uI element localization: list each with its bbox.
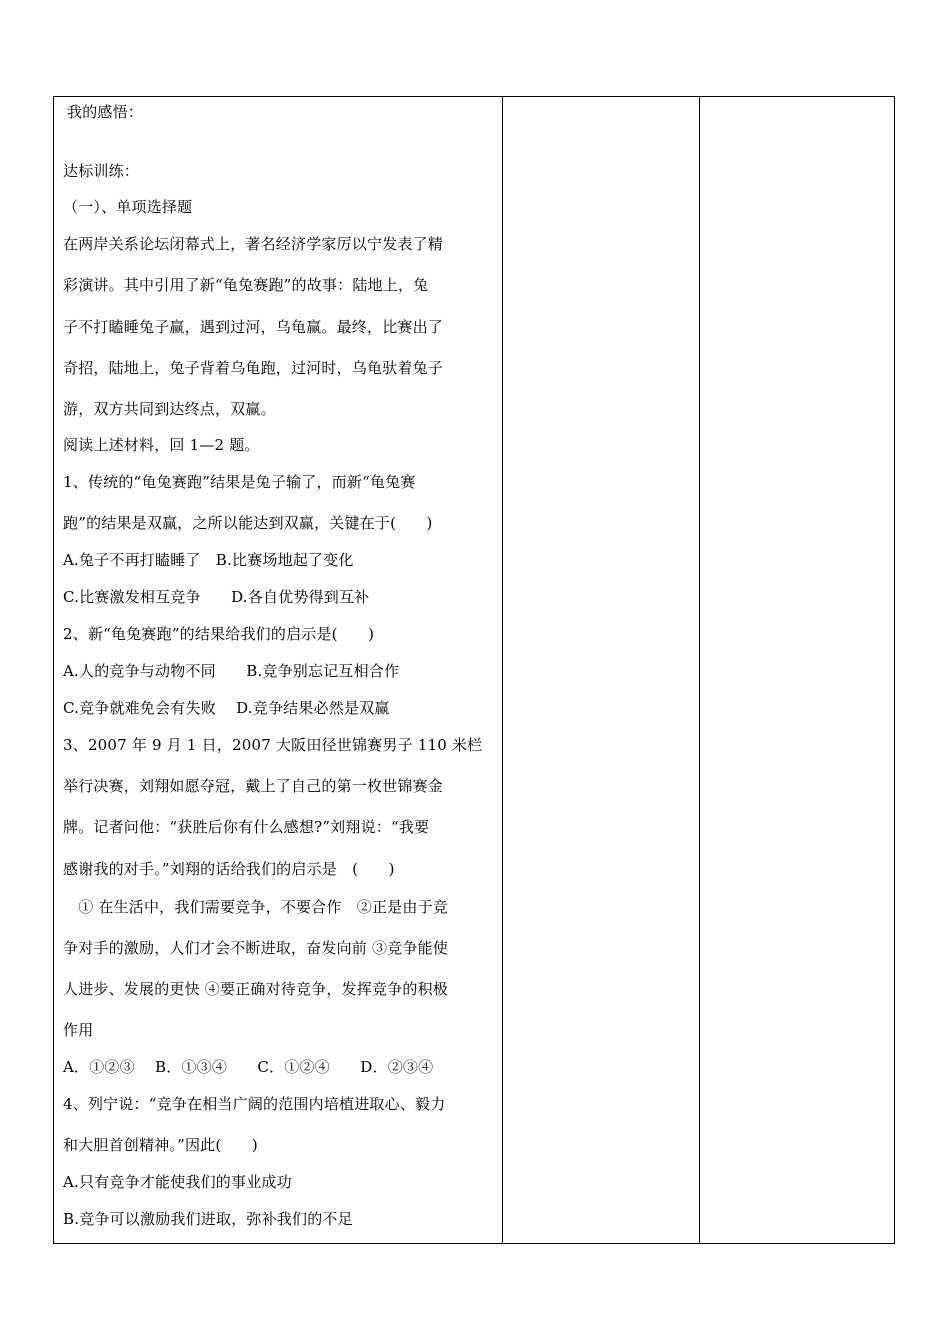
question-1-options: A.兔子不再打瞌睡了 B.比赛场地起了变化 <box>63 551 354 569</box>
question-3-statement: 作用 <box>63 1021 94 1039</box>
main-content-cell <box>54 97 502 1243</box>
question-3-statement: ① 在生活中，我们需要竞争，不要合作 ②正是由于竞 <box>63 898 448 916</box>
question-3-statement: 人进步、发展的更快 ④要正确对待竞争，发挥竞争的积极 <box>63 980 448 998</box>
question-1-options: C.比赛激发相互竞争 D.各自优势得到互补 <box>63 588 370 606</box>
question-3-options: A．①②③ B．①③④ C．①②④ D．②③④ <box>63 1058 434 1076</box>
question-2-stem: 2、新“龟兔赛跑”的结果给我们的启示是( ) <box>63 625 375 643</box>
question-3-stem: 感谢我的对手。”刘翔的话给我们的启示是 ( ) <box>63 860 395 878</box>
passage-line: 彩演讲。其中引用了新“龟兔赛跑”的故事：陆地上，兔 <box>63 276 429 294</box>
passage-line: 游，双方共同到达终点，双赢。 <box>63 400 276 418</box>
question-3-statement: 争对手的激励，人们才会不断进取，奋发向前 ③竞争能使 <box>63 939 448 957</box>
worksheet-table <box>53 96 895 1244</box>
reading-instruction: 阅读上述材料，回 1—2 题。 <box>63 436 260 454</box>
question-1-stem: 1、传统的“龟兔赛跑”结果是兔子输了，而新“龟兔赛 <box>63 473 416 491</box>
section-title: （一）、单项选择题 <box>63 198 193 216</box>
column-divider-1 <box>502 97 503 1243</box>
question-2-options: C.竞争就难免会有失败 D.竞争结果必然是双赢 <box>63 699 390 717</box>
passage-line: 奇招，陆地上，兔子背着乌龟跑，过河时，乌龟驮着兔子 <box>63 359 444 377</box>
question-3-stem: 举行决赛，刘翔如愿夺冠，戴上了自己的第一枚世锦赛金 <box>63 777 444 795</box>
passage-line: 子不打瞌睡兔子赢，遇到过河，乌龟赢。最终，比赛出了 <box>63 318 444 336</box>
reflection-label: 我的感悟： <box>67 103 144 121</box>
question-4-option-a: A.只有竞争才能使我们的事业成功 <box>63 1173 292 1191</box>
question-4-stem: 和大胆首创精神。”因此( ) <box>63 1136 258 1154</box>
passage-line: 在两岸关系论坛闭幕式上，著名经济学家厉以宁发表了精 <box>63 235 444 253</box>
question-3-stem: 3、2007 年 9 月 1 日，2007 大阪田径世锦赛男子 110 米栏 <box>63 736 483 754</box>
question-4-option-b: B.竞争可以激励我们进取，弥补我们的不足 <box>63 1210 353 1228</box>
column-divider-2 <box>699 97 700 1243</box>
question-4-stem: 4、列宁说：“竞争在相当广阔的范围内培植进取心、毅力 <box>63 1095 446 1113</box>
question-3-stem: 牌。记者问他：“获胜后你有什么感想?”刘翔说：“我要 <box>63 818 430 836</box>
question-2-options: A.人的竞争与动物不同 B.竞争别忘记互相合作 <box>63 662 400 680</box>
question-1-stem: 跑”的结果是双赢，之所以能达到双赢，关键在于( ) <box>63 514 433 532</box>
practice-heading: 达标训练： <box>63 162 140 180</box>
